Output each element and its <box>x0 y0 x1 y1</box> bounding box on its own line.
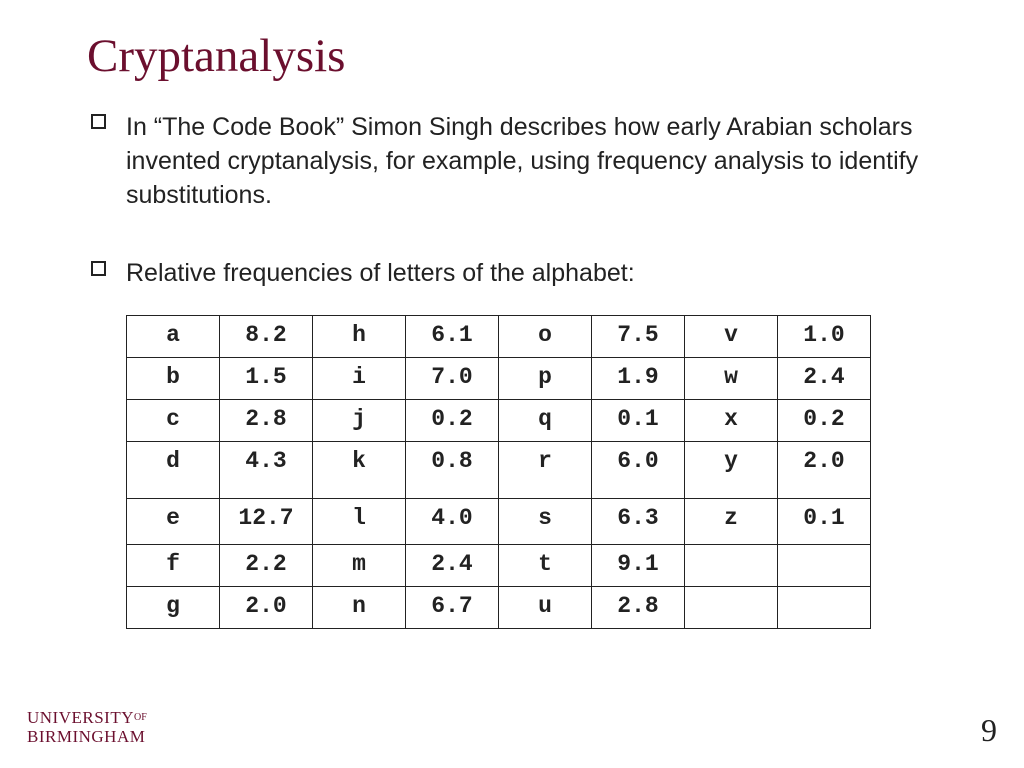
slide-title: Cryptanalysis <box>87 30 346 82</box>
frequency-cell: 2.4 <box>406 545 499 587</box>
table-row <box>127 545 871 587</box>
letter-cell: e <box>127 499 220 545</box>
letter-frequency-table <box>126 315 871 629</box>
letter-cell: g <box>127 587 220 629</box>
bullet-text: Relative frequencies of letters of the alphabet: <box>126 259 635 287</box>
frequency-cell: 1.0 <box>778 316 871 358</box>
university-logo <box>27 708 147 746</box>
letter-cell: x <box>685 400 778 442</box>
letter-cell: a <box>127 316 220 358</box>
square-bullet-icon <box>91 114 106 129</box>
letter-cell: l <box>313 499 406 545</box>
page-number: 9 <box>981 712 997 748</box>
letter-cell: d <box>127 442 220 499</box>
letter-cell: b <box>127 358 220 400</box>
table-row <box>127 358 871 400</box>
table-row <box>127 587 871 629</box>
bullet-text: In “The Code Book” Simon Singh describes how early Arabian scholars invented cryptanalysis, for example, using frequency analysis to identify substitutions. <box>126 113 919 209</box>
frequency-cell: 4.3 <box>220 442 313 499</box>
table-row <box>127 442 871 499</box>
frequency-cell: 2.8 <box>592 587 685 629</box>
frequency-cell: 1.9 <box>592 358 685 400</box>
frequency-cell: 2.4 <box>778 358 871 400</box>
letter-cell: v <box>685 316 778 358</box>
frequency-cell: 2.0 <box>778 442 871 499</box>
frequency-cell: 0.1 <box>592 400 685 442</box>
letter-cell: h <box>313 316 406 358</box>
letter-cell: m <box>313 545 406 587</box>
letter-cell: z <box>685 499 778 545</box>
letter-cell: c <box>127 400 220 442</box>
letter-cell: w <box>685 358 778 400</box>
frequency-cell <box>778 587 871 629</box>
letter-cell <box>685 587 778 629</box>
frequency-cell: 9.1 <box>592 545 685 587</box>
frequency-cell: 2.0 <box>220 587 313 629</box>
letter-cell <box>685 545 778 587</box>
frequency-cell <box>778 545 871 587</box>
letter-cell: u <box>499 587 592 629</box>
square-bullet-icon <box>91 261 106 276</box>
letter-cell: j <box>313 400 406 442</box>
letter-cell: p <box>499 358 592 400</box>
frequency-cell: 0.8 <box>406 442 499 499</box>
frequency-cell: 8.2 <box>220 316 313 358</box>
table-row <box>127 499 871 545</box>
table-row <box>127 400 871 442</box>
logo-line2: BIRMINGHAM <box>27 727 146 746</box>
letter-cell: i <box>313 358 406 400</box>
frequency-cell: 6.3 <box>592 499 685 545</box>
letter-cell: o <box>499 316 592 358</box>
letter-cell: s <box>499 499 592 545</box>
logo-of: OF <box>134 712 147 723</box>
frequency-cell: 12.7 <box>220 499 313 545</box>
frequency-cell: 0.2 <box>778 400 871 442</box>
frequency-cell: 6.0 <box>592 442 685 499</box>
logo-line1: UNIVERSITY <box>27 708 134 727</box>
frequency-cell: 6.1 <box>406 316 499 358</box>
letter-cell: q <box>499 400 592 442</box>
frequency-cell: 0.2 <box>406 400 499 442</box>
letter-cell: k <box>313 442 406 499</box>
table-row <box>127 316 871 358</box>
frequency-cell: 6.7 <box>406 587 499 629</box>
frequency-cell: 4.0 <box>406 499 499 545</box>
frequency-cell: 1.5 <box>220 358 313 400</box>
letter-cell: y <box>685 442 778 499</box>
frequency-cell: 2.2 <box>220 545 313 587</box>
frequency-cell: 7.0 <box>406 358 499 400</box>
letter-cell: n <box>313 587 406 629</box>
letter-cell: r <box>499 442 592 499</box>
letter-cell: t <box>499 545 592 587</box>
frequency-cell: 7.5 <box>592 316 685 358</box>
frequency-cell: 0.1 <box>778 499 871 545</box>
letter-cell: f <box>127 545 220 587</box>
frequency-cell: 2.8 <box>220 400 313 442</box>
